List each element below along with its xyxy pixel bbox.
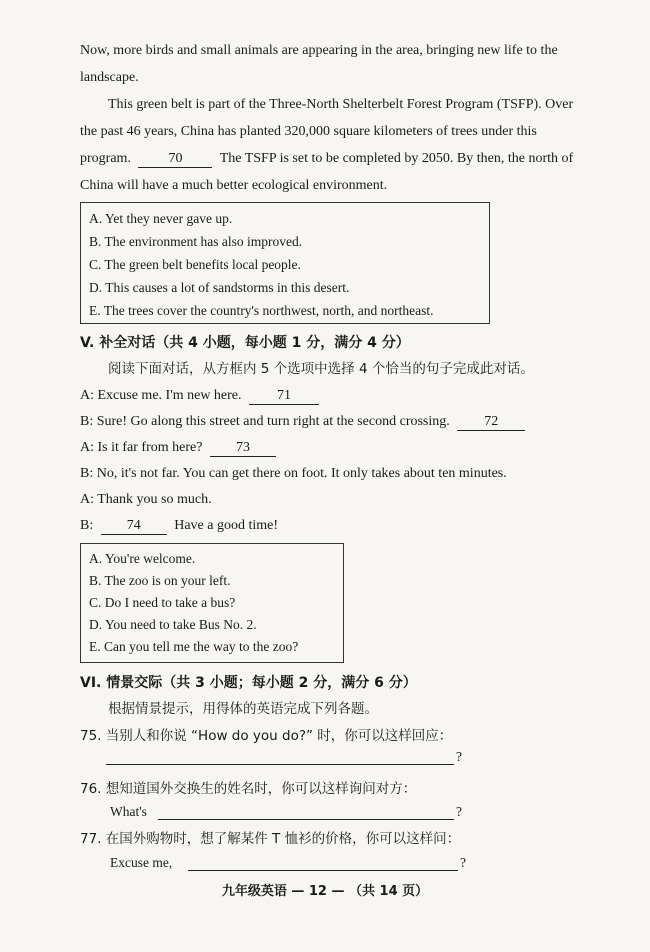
question-77: 77. 在国外购物时，想了解某件 T 恤衫的价格，你可以这样问：	[80, 831, 461, 847]
passage-line-5-end: The TSFP is set to be completed by 2050. By then, the north of	[219, 151, 574, 166]
question-75: 75. 当别人和你说 “How do you do?” 时，你可以这样回应：	[80, 728, 453, 744]
dialogue-option-a: A. You're welcome.	[89, 551, 196, 566]
dialogue-line-3-text: A: Is it far from here?	[80, 440, 203, 455]
question-76-prefix: What's	[110, 804, 147, 819]
blank-72[interactable]: 72	[457, 414, 525, 431]
option-d: D. This causes a lot of sandstorms in this desert.	[89, 280, 350, 295]
passage-line-5-start: program.	[80, 151, 131, 166]
section-6-instruction: 根据情景提示，用得体的英语完成下列各题。	[108, 701, 378, 717]
question-77-end: ?	[460, 855, 466, 870]
answer-line-75[interactable]	[106, 764, 454, 765]
question-77-prefix: Excuse me,	[110, 855, 173, 870]
answer-line-76[interactable]	[158, 819, 454, 820]
dialogue-line-4: B: No, it's not far. You can get there on foot. It only takes about ten minutes.	[80, 466, 507, 481]
question-76: 76. 想知道国外交换生的姓名时，你可以这样询问对方：	[80, 781, 417, 797]
dialogue-option-e: E. Can you tell me the way to the zoo?	[89, 639, 299, 654]
passage-line-2: landscape.	[80, 70, 139, 85]
dialogue-option-d: D. You need to take Bus No. 2.	[89, 617, 257, 632]
options-box-1	[80, 202, 490, 324]
page-footer: 九年级英语 — 12 — （共 14 页）	[221, 884, 429, 899]
dialogue-line-5: A: Thank you so much.	[80, 492, 212, 507]
dialogue-option-c: C. Do I need to take a bus?	[89, 595, 236, 610]
passage-line-6: China will have a much better ecological environment.	[80, 178, 388, 193]
dialogue-line-3	[80, 439, 280, 457]
dialogue-option-b: B. The zoo is on your left.	[89, 573, 231, 588]
option-a: A. Yet they never gave up.	[89, 211, 233, 226]
section-5-title: V. 补全对话（共 4 小题，每小题 1 分，满分 4 分）	[80, 335, 410, 351]
option-b: B. The environment has also improved.	[89, 234, 303, 249]
dialogue-line-6-end: Have a good time!	[174, 518, 279, 533]
section-6-title: VI. 情景交际（共 3 小题；每小题 2 分，满分 6 分）	[80, 675, 417, 691]
dialogue-line-1	[80, 387, 323, 405]
passage-line-4: the past 46 years, China has planted 320,000 square kilometers of trees under this	[80, 124, 537, 139]
blank-70[interactable]: 70	[138, 151, 212, 168]
options-box-2	[80, 543, 344, 663]
passage-line-3: This green belt is part of the Three-North Shelterbelt Forest Program (TSFP). Over	[108, 97, 574, 112]
option-c: C. The green belt benefits local people.	[89, 257, 301, 272]
blank-73[interactable]: 73	[210, 440, 276, 457]
blank-74[interactable]: 74	[101, 518, 167, 535]
answer-line-77[interactable]	[188, 870, 458, 871]
passage-line-1: Now, more birds and small animals are appearing in the area, bringing new life to the	[80, 43, 558, 58]
question-76-end: ?	[456, 804, 462, 819]
dialogue-line-6	[80, 517, 278, 535]
dialogue-line-2	[80, 413, 529, 431]
dialogue-line-2-text: B: Sure! Go along this street and turn right at the second crossing.	[80, 414, 450, 429]
dialogue-line-1-text: A: Excuse me. I'm new here.	[80, 388, 242, 403]
dialogue-line-6-speaker: B:	[80, 518, 94, 533]
section-5-instruction: 阅读下面对话，从方框内 5 个选项中选择 4 个恰当的句子完成此对话。	[108, 361, 534, 377]
blank-71[interactable]: 71	[249, 388, 319, 405]
question-75-end: ?	[456, 749, 462, 764]
passage-line-5	[80, 150, 573, 168]
option-e: E. The trees cover the country's northwest, north, and northeast.	[89, 303, 434, 318]
